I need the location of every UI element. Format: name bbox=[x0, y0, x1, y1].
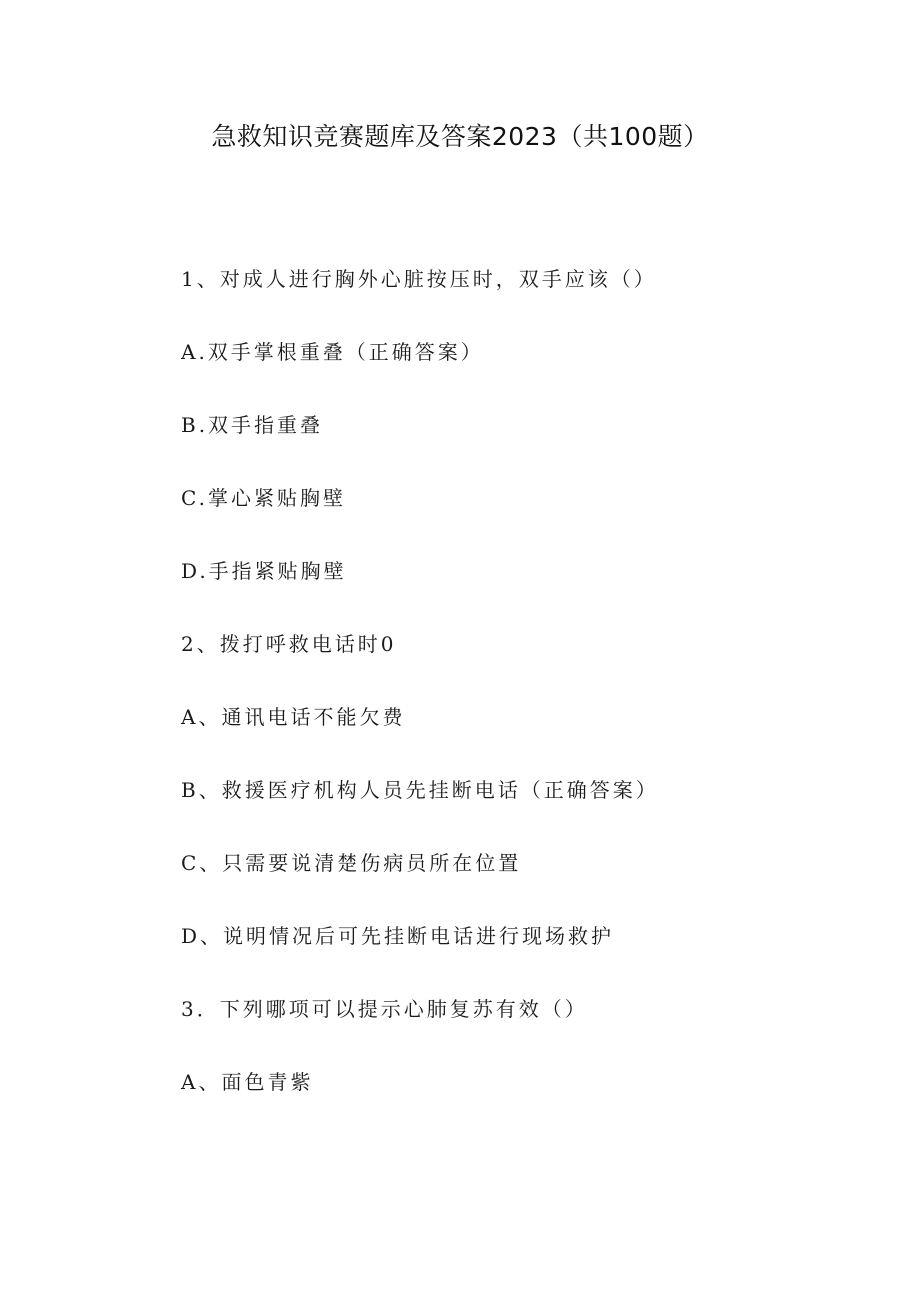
question-2: 2、拨打呼救电话时0 bbox=[181, 632, 397, 656]
question-2-option-b: B、救援医疗机构人员先挂断电话（正确答案） bbox=[181, 778, 659, 802]
question-1-option-d: D.手指紧贴胸壁 bbox=[181, 559, 347, 583]
question-1-option-b: B.双手指重叠 bbox=[181, 413, 324, 437]
question-1-option-a: A.双手掌根重叠（正确答案） bbox=[181, 340, 484, 364]
question-list bbox=[181, 263, 659, 1139]
question-2-option-d: D、说明情况后可先挂断电话进行现场救护 bbox=[181, 924, 615, 948]
question-2-option-c: C、只需要说清楚伤病员所在位置 bbox=[181, 851, 522, 875]
question-3: 3．下列哪项可以提示心肺复苏有效（） bbox=[181, 997, 588, 1021]
question-3-option-a: A、面色青紫 bbox=[181, 1070, 314, 1094]
question-1: 1、对成人进行胸外心脏按压时，双手应该（） bbox=[181, 267, 657, 291]
question-2-option-a: A、通讯电话不能欠费 bbox=[181, 705, 406, 729]
question-1-option-c: C.掌心紧贴胸壁 bbox=[181, 486, 346, 510]
document-title: 急救知识竞赛题库及答案2023（共100题） bbox=[211, 122, 709, 151]
